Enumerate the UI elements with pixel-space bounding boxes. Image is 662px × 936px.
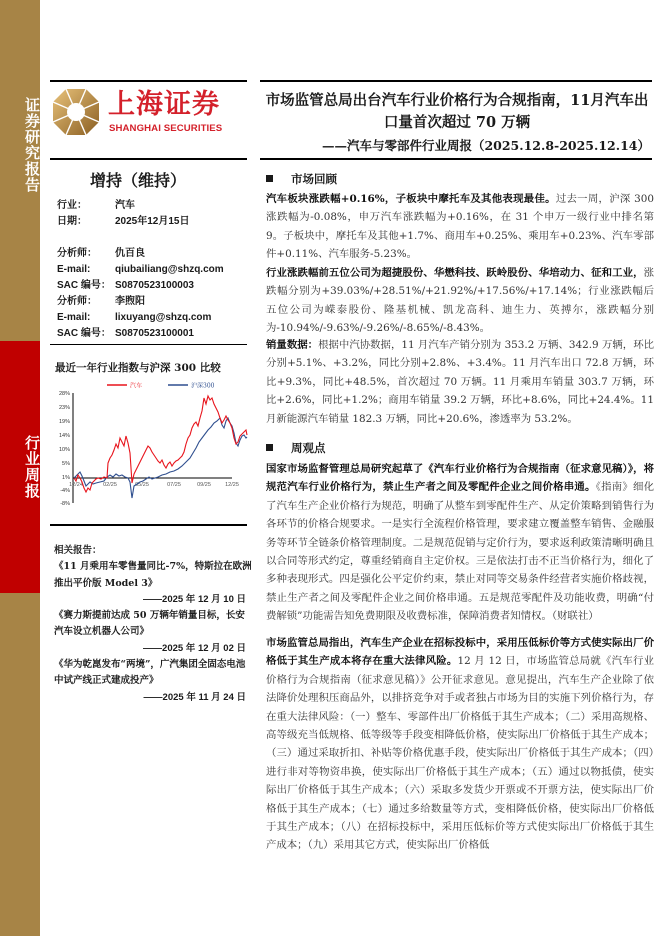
- related-heading: 相关报告：: [54, 545, 102, 556]
- email-label: E-mail:: [57, 312, 91, 323]
- svg-text:09/25: 09/25: [197, 482, 211, 488]
- analyst-label: 分析师：: [57, 296, 97, 307]
- paragraph-sales-data: 销量数据：根据中汽协数据，11 月汽车产销分别为 353.2 万辆、342.9 万辆，环比分别+5.1%、+3.2%，同比分别+2.8%、+3.4%。11 月汽车出口 72.8 万辆，环比+9.3%，同比+48.5%，首次超过 70 万辆。11 月乘用车销量 303.7 万辆，环比+2.6%，同比+1.2%；商用车销量 39.2 万辆，环比+8.6%，同比+24.4%。11 月新能源汽车销量 182.3 万辆，同比+20.6%，渗透率为 53.2%。: [266, 339, 654, 425]
- analyst-email[interactable]: lixuyang@shzq.com: [115, 312, 212, 323]
- svg-text:12/25: 12/25: [225, 482, 239, 488]
- legend-label-csi300: 沪深300: [191, 382, 215, 390]
- svg-text:28%: 28%: [58, 391, 70, 397]
- svg-text:-8%: -8%: [60, 501, 70, 507]
- industry-label: 行业：: [57, 200, 87, 211]
- svg-text:07/25: 07/25: [167, 482, 181, 488]
- logo: [52, 88, 242, 138]
- logo-text-en: SHANGHAI SECURITIES: [109, 123, 223, 134]
- related-report-date: ——2025 年 11 月 24 日: [143, 691, 246, 703]
- paragraph-legal-risk: 市场监管总局指出，汽车生产企业在招标投标中，采用压低标价等方式使实际出厂价格低于其生产成本将存在重大法律风险。12 月 12 日，市场监管总局就《汽车行业价格行为合规指南（征求意见稿）》公开征求意见。意见提出，汽车生产企业除了依法降价处理积压商品外，以排挤竞争对手或者独占市场为目的实施下列价格行为，存在重大法律风险：（一）整车、零部件出厂价格低于其生产成本；（二）采用高规格、高等级充当低规格、低等级等手段变相降低价格，使实际出厂价格低于其生产成本；（三）通过采取折扣、补贴等价格优惠手段，使实际出厂价格低于其生产成本；（四）进行非对等物资串换，使实际出厂价格低于其生产成本；（五）通过以物抵债，使实际出厂价格低于其生产成本；（六）采取多发货少开票或不开票方法，使实际出厂价格低于其生产成本；（七）通过多给数量等方式，变相降低价格，使实际出厂价格低于其生产成本；（八）在招标投标中，采用压低标价等方式使实际出厂价格低于其生产成本；（九）采用其它方式，使实际出厂价格低: [266, 637, 654, 852]
- svg-text:12/24: 12/24: [69, 482, 83, 488]
- paragraph-top-bottom-stocks: 行业涨跌幅前五位公司为超捷股份、华懋科技、跃岭股份、华培动力、征和工业，涨跌幅分别为+39.03%/+28.51%/+21.92%/+17.56%/+17.14%；行业涨跌幅后五位公司为嵘泰股份、隆基机械、凯龙高科、迪生力、英搏尔，涨跌幅分别为-10.94%/-9.63%/-9.26%/-8.65%/-8.43%。: [266, 267, 654, 335]
- date-label: 日期：: [57, 216, 87, 227]
- sidebar: [0, 0, 40, 936]
- related-report-link[interactable]: 《11 月乘用车零售量同比-7%，特斯拉在欧洲推出平价版 Model 3》: [54, 561, 252, 589]
- related-report-link[interactable]: 《华为乾崑发布“两境”，广汽集团全固态电池中试产线正式建成投产》: [54, 659, 246, 687]
- divider: [50, 80, 247, 82]
- sac-number: S0870523100003: [115, 280, 194, 291]
- sac-label: SAC 编号：: [57, 280, 111, 291]
- related-report-date: ——2025 年 12 月 02 日: [143, 642, 246, 654]
- svg-text:23%: 23%: [58, 405, 70, 411]
- logo-octagon-icon: [52, 88, 100, 136]
- sidebar-label-weekly: 行业周报: [23, 435, 41, 499]
- date-row: [57, 214, 190, 230]
- svg-text:14%: 14%: [58, 433, 70, 439]
- analyst-label: 分析师：: [57, 248, 97, 259]
- divider: [260, 80, 652, 82]
- rating: 增持（维持）: [90, 171, 187, 190]
- email-label: E-mail:: [57, 264, 91, 275]
- divider: [260, 158, 652, 160]
- paragraph-sector-performance: 汽车板块涨跌幅+0.16%，子板块中摩托车及其他表现最佳。过去一周，沪深 300 涨跌幅为-0.08%，申万汽车涨跌幅为+0.16%，在 31 个申万一级行业中排名第 9。子板块中，摩托车及其他+1.7%、商用车+0.25%、乘用车+0.23%、汽车零部件+0.11%、汽车服务-5.23%。: [266, 193, 654, 261]
- legend-label-auto: 汽车: [130, 382, 143, 390]
- related-report-date: ——2025 年 12 月 10 日: [143, 593, 246, 605]
- sac-label: SAC 编号：: [57, 328, 111, 339]
- sac-row: [57, 326, 194, 342]
- divider: [50, 344, 247, 345]
- paragraph-pricing-guideline: 国家市场监督管理总局研究起草了《汽车行业价格行为合规指南（征求意见稿）》，将规范汽车行业价格行为，禁止生产者之间及零配件企业之间价格串通。《指南》细化了汽车生产企业价格行为规范，明确了从整车到零配件生产、从定价策略到销售行为各环节的价格合规要求。一是实行全流程价格管理，要求建立覆盖整车销售、金融服务等环节全链条价格管理制度。二是规范促销与定价行为，要求返利政策清晰明确且以合同等形式约定，尊重经销商自主定价权。三是依法打击不正当价格行为，细化了多种表现形式。四是强化公平定价约束，禁止对同等交易条件经营者实施价格歧视，禁止生产者之间及零配件企业之间价格串通。五是规范零配件及功能收费，明确“付费解锁”功能需告知免费期限及收费标准，保障消费者知情权。（财联社）: [266, 463, 654, 623]
- sac-row: [57, 278, 194, 294]
- svg-text:5%: 5%: [62, 461, 70, 467]
- report-title: 市场监管总局出台汽车行业价格行为合规指南，11月汽车出口量首次超过 70 万辆: [265, 92, 649, 131]
- email-row: [57, 310, 211, 326]
- bullet-square-icon: [266, 444, 273, 451]
- svg-text:02/25: 02/25: [103, 482, 117, 488]
- svg-text:1%: 1%: [62, 475, 70, 481]
- analyst-name: 仇百良: [115, 248, 145, 259]
- chart-title: 最近一年行业指数与沪深 300 比较: [55, 362, 221, 374]
- related-reports: [54, 543, 254, 706]
- sac-number: S0870523100001: [115, 328, 194, 339]
- email-row: [57, 262, 224, 278]
- analyst-email[interactable]: qiubailiang@shzq.com: [115, 264, 224, 275]
- svg-text:10%: 10%: [58, 447, 70, 453]
- divider: [50, 524, 247, 526]
- related-report-link[interactable]: 《赛力斯提前达成 50 万辆年销量目标，长安汽车设立机器人公司》: [54, 610, 245, 638]
- svg-text:05/25: 05/25: [135, 482, 149, 488]
- section-heading-weekly-view: 周观点: [266, 440, 326, 456]
- analyst-row: [57, 246, 145, 262]
- divider: [50, 158, 247, 160]
- index-comparison-chart: [50, 378, 250, 508]
- bullet-square-icon: [266, 175, 273, 182]
- industry-value: 汽车: [115, 200, 135, 211]
- analyst-name: 李煦阳: [115, 296, 145, 307]
- sidebar-label-report-type: 证券研究报告: [23, 97, 41, 193]
- analyst-row: [57, 294, 145, 310]
- report-subtitle: ——汽车与零部件行业周报（2025.12.8-2025.12.14）: [321, 138, 650, 153]
- section-heading-market-review: 市场回顾: [266, 171, 337, 187]
- industry-row: [57, 198, 135, 214]
- svg-text:19%: 19%: [58, 419, 70, 425]
- logo-text-cn: 上海证券: [108, 89, 220, 120]
- date-value: 2025年12月15日: [115, 216, 190, 227]
- svg-text:-4%: -4%: [60, 488, 70, 494]
